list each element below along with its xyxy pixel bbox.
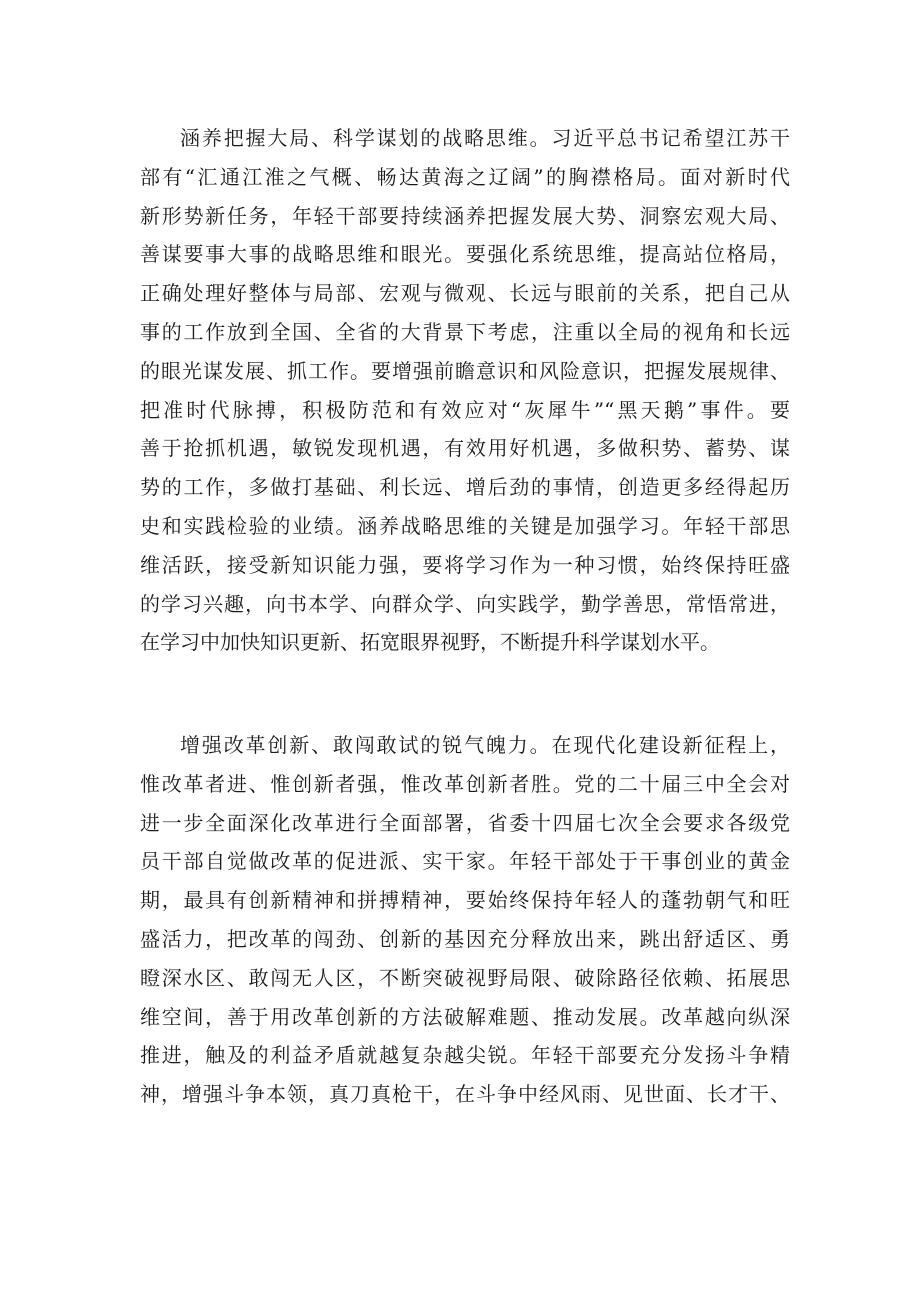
- paragraph-strategic-thinking: [140, 119, 790, 662]
- text-line: 员干部自觉做改革的促进派、实干家。年轻干部处于干事创业的黄金: [140, 849, 790, 874]
- text-line: 的学习兴趣，向书本学、向群众学、向实践学，勤学善思，常悟常进，: [140, 591, 790, 616]
- text-line: 进一步全面深化改革进行全面部署，省委十四届七次全会要求各级党: [140, 810, 790, 835]
- text-line: 推进，触及的利益矛盾就越复杂越尖锐。年轻干部要充分发扬斗争精: [140, 1043, 790, 1068]
- text-line: 神，增强斗争本领，真刀真枪干，在斗争中经风雨、见世面、长才干、: [140, 1082, 790, 1107]
- text-line: 维空间，善于用改革创新的方法破解难题、推动发展。改革越向纵深: [140, 1004, 790, 1029]
- text-line: 增强改革创新、敢闯敢试的锐气魄力。在现代化建设新征程上，: [180, 733, 790, 757]
- text-line: 盛活力，把改革的闯劲、创新的基因充分释放出来，跳出舒适区、勇: [140, 926, 790, 951]
- text-line: 势的工作，多做打基础、利长远、增后劲的事情，创造更多经得起历: [140, 475, 790, 500]
- text-line: 正确处理好整体与局部、宏观与微观、长远与眼前的关系，把自己从: [140, 281, 790, 306]
- paragraph-reform-innovation: [140, 726, 790, 1114]
- text-line: 惟改革者进、惟创新者强，惟改革创新者胜。党的二十届三中全会对: [140, 771, 790, 796]
- text-line: 涵养把握大局、科学谋划的战略思维。习近平总书记希望江苏干: [180, 126, 790, 150]
- text-line: 把准时代脉搏，积极防范和有效应对“灰犀牛”“黑天鹅”事件。要: [140, 397, 790, 422]
- text-line: 史和实践检验的业绩。涵养战略思维的关键是加强学习。年轻干部思: [140, 513, 790, 538]
- text-line: 维活跃，接受新知识能力强，要将学习作为一种习惯，始终保持旺盛: [140, 552, 790, 577]
- text-line: 善谋要事大事的战略思维和眼光。要强化系统思维，提高站位格局，: [140, 242, 790, 267]
- text-line: 的眼光谋发展、抓工作。要增强前瞻意识和风险意识，把握发展规律、: [140, 358, 790, 383]
- text-line: 瞪深水区、敢闯无人区，不断突破视野局限、破除路径依赖、拓展思: [140, 965, 790, 990]
- text-line: 部有“汇通江淮之气概、畅达黄海之辽阔”的胸襟格局。面对新时代: [140, 164, 790, 189]
- text-line: 在学习中加快知识更新、拓宽眼界视野，不断提升科学谋划水平。: [140, 630, 720, 655]
- text-line: 新形势新任务，年轻干部要持续涵养把握发展大势、洞察宏观大局、: [140, 203, 790, 228]
- text-line: 事的工作放到全国、全省的大背景下考虑，注重以全局的视角和长远: [140, 319, 790, 344]
- text-line: 期，最具有创新精神和拼搏精神，要始终保持年轻人的蓬勃朝气和旺: [140, 888, 790, 913]
- text-line: 善于抢抓机遇，敏锐发现机遇，有效用好机遇，多做积势、蓄势、谋: [140, 436, 790, 461]
